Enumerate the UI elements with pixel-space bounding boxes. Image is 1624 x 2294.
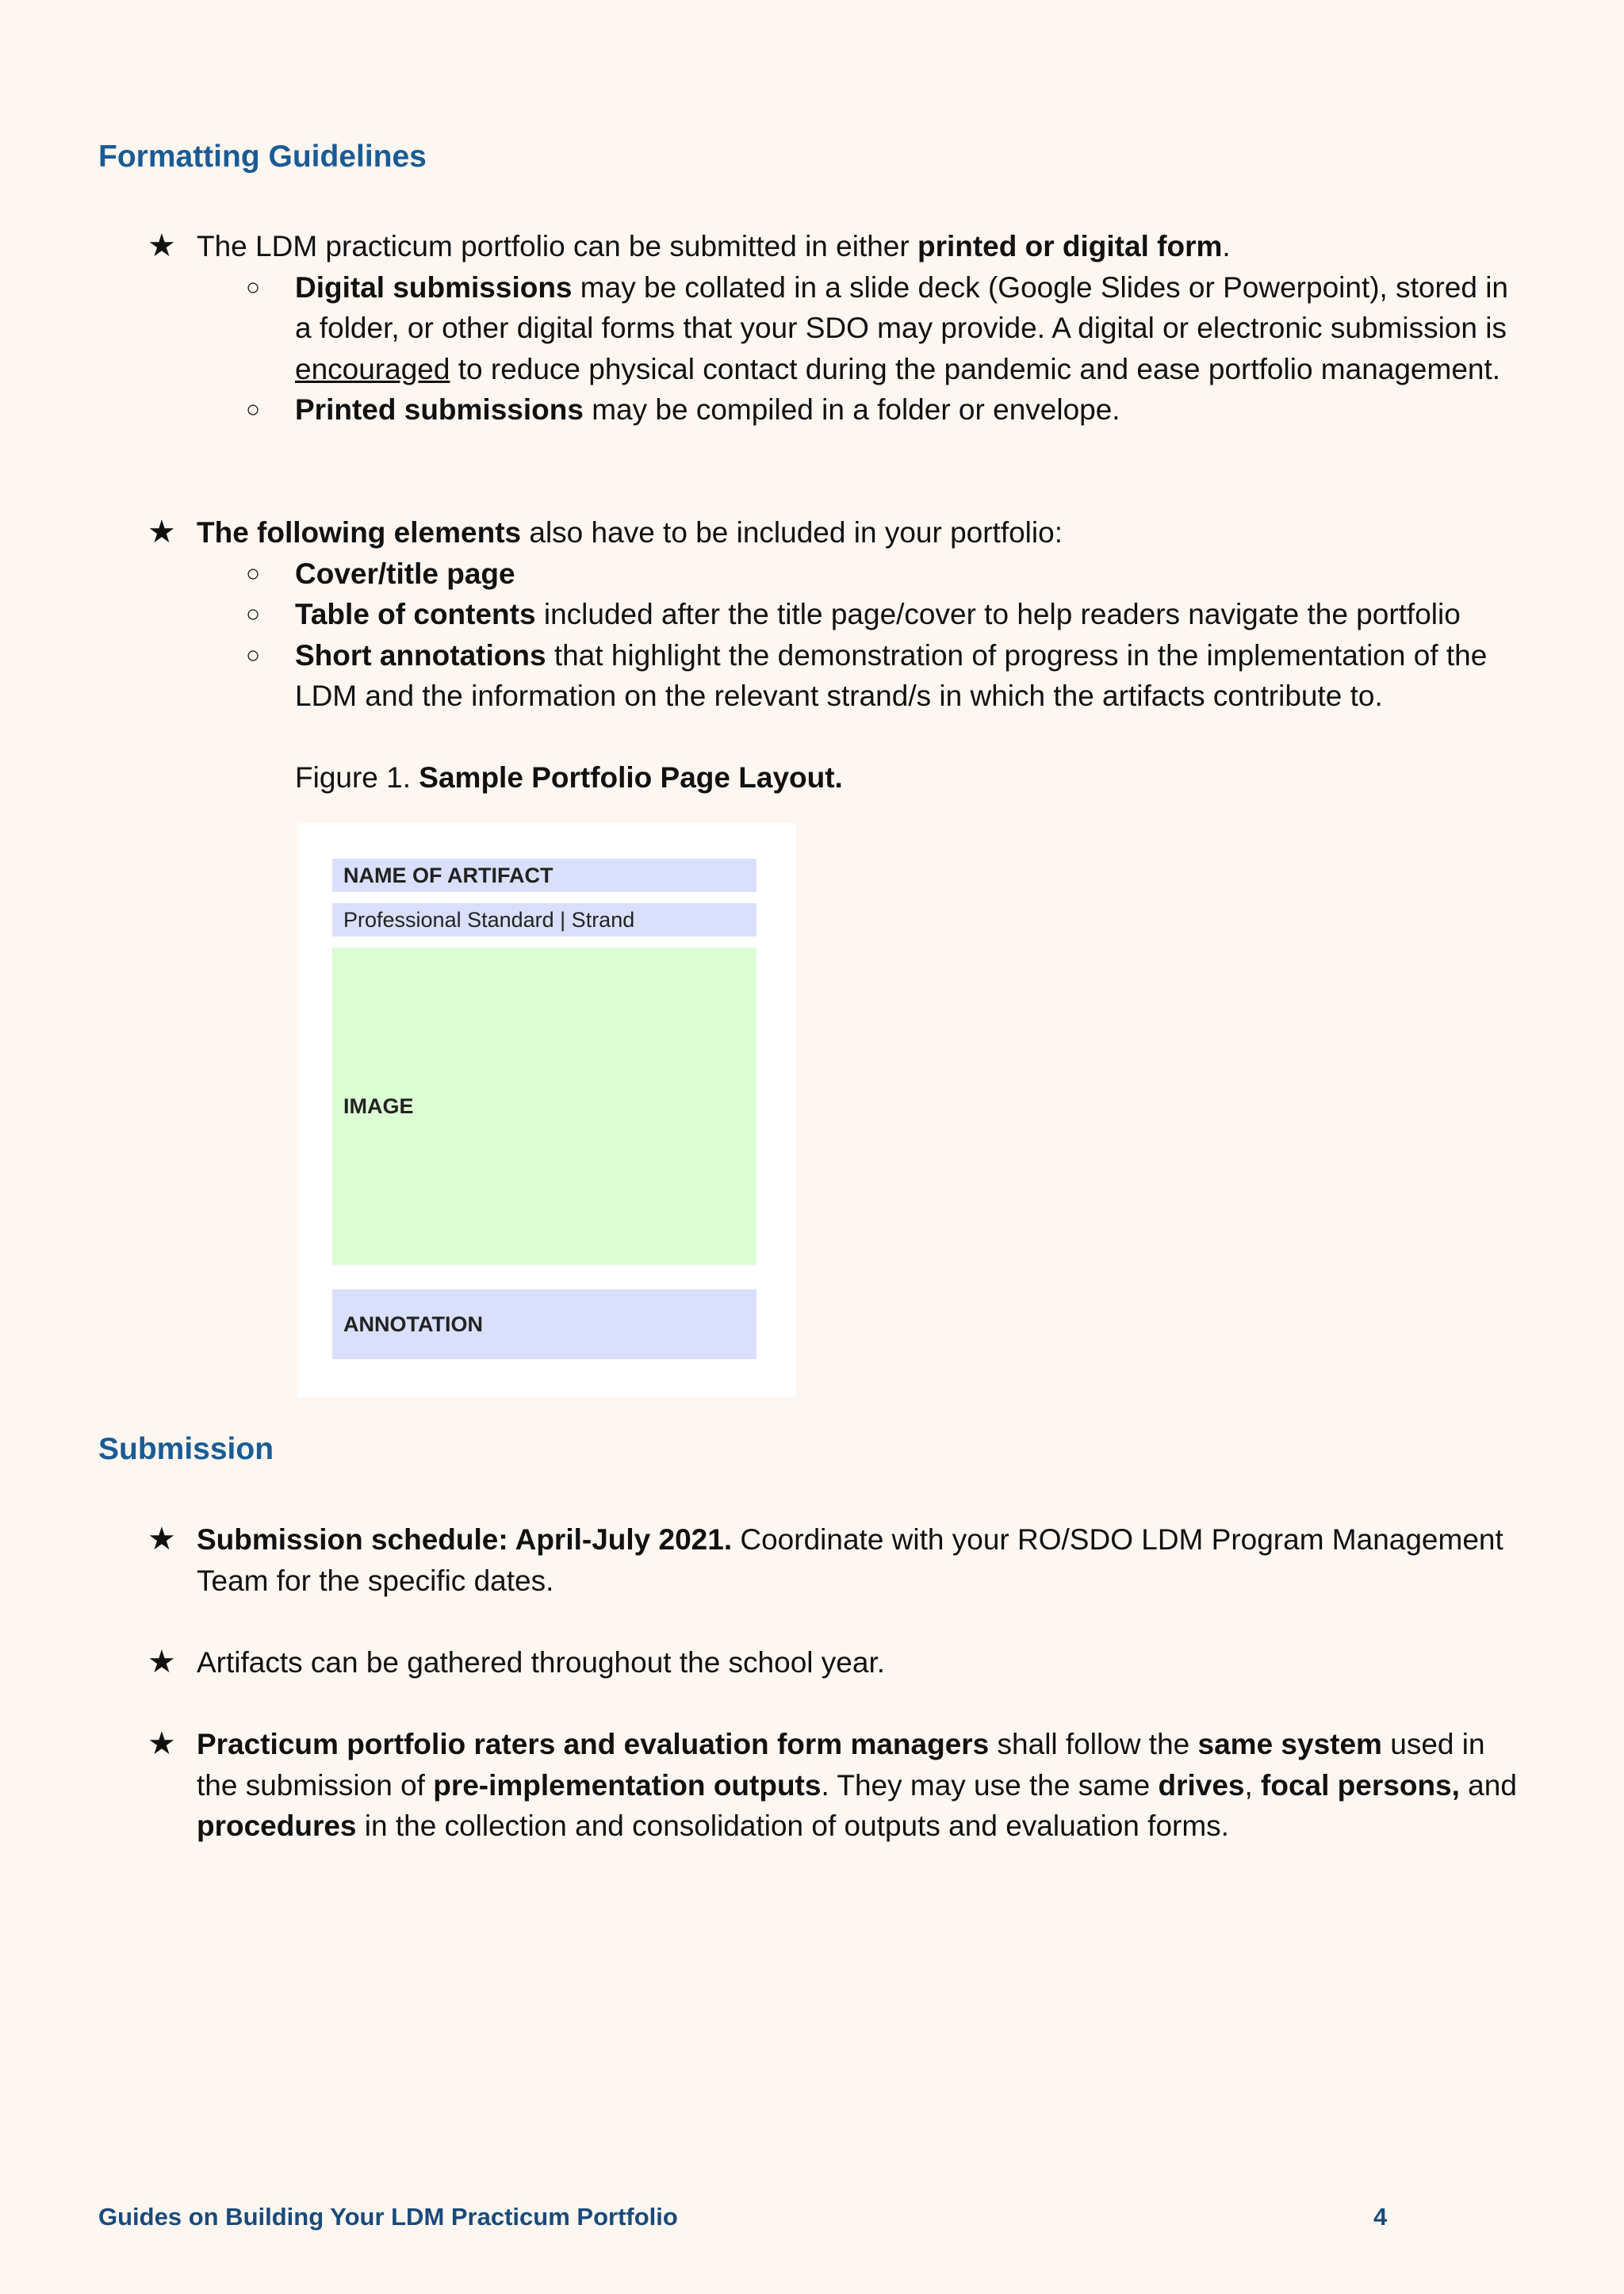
sub-item-digital-submissions: ○ Digital submissions may be collated in a slide deck (Google Slides or Powerpoint), stored in a folder, or other digital forms that your SDO may provide. A digital or electronic submission is encouraged to reduce physical contact during the pandemic and ease portfolio management.: [147, 267, 1527, 390]
figure-image-placeholder: IMAGE: [332, 948, 756, 1265]
star-bullet-icon: ★: [147, 1522, 176, 1557]
bullet-required-elements: [147, 512, 1527, 717]
circle-bullet-icon: ○: [246, 560, 261, 587]
page-number: 4: [1373, 2203, 1388, 2231]
figure-professional-standard: Professional Standard | Strand: [332, 903, 756, 936]
circle-bullet-icon: ○: [246, 641, 261, 668]
formatting-guidelines-heading: Formatting Guidelines: [98, 140, 427, 174]
bullet-text: Practicum portfolio raters and evaluation form managers shall follow the same system used in the submission of pre-implementation outputs. They may use the same drives, focal persons, and procedures in the collection and consolidation of outputs and evaluation forms.: [197, 1728, 1517, 1842]
figure-name-of-artifact: NAME OF ARTIFACT: [332, 859, 756, 892]
circle-bullet-icon: ○: [246, 396, 261, 423]
sub-list: [147, 267, 1527, 431]
star-bullet-icon: ★: [147, 515, 176, 550]
figure-annotation: ANNOTATION: [332, 1289, 756, 1359]
star-bullet-icon: ★: [147, 228, 176, 263]
sub-item-short-annotations: ○ Short annotations that highlight the demonstration of progress in the implementation of the LDM and the information on the relevant strand/s in which the artifacts contribute to.: [147, 635, 1527, 717]
figure-caption: Figure 1. Sample Portfolio Page Layout.: [295, 761, 843, 794]
bullet-submission-schedule: [147, 1519, 1527, 1601]
bullet-raters-system: [147, 1724, 1527, 1847]
bullet-submission-form: [147, 226, 1527, 431]
sub-item-printed-submissions: ○ Printed submissions may be compiled in a folder or envelope.: [147, 389, 1527, 431]
bullet-text: Artifacts can be gathered throughout the school year.: [197, 1646, 886, 1679]
bullet-artifacts-gathering: [147, 1642, 1527, 1683]
star-bullet-icon: ★: [147, 1645, 176, 1679]
star-bullet-icon: ★: [147, 1726, 176, 1761]
bullet-text: The LDM practicum portfolio can be submitted in either printed or digital form.: [197, 230, 1231, 262]
sub-item-table-of-contents: ○ Table of contents included after the title page/cover to help readers navigate the portfolio: [147, 594, 1527, 635]
sub-list: [147, 553, 1527, 717]
bullet-text: Submission schedule: April-July 2021. Coordinate with your RO/SDO LDM Program Management Team for the specific dates.: [197, 1523, 1503, 1597]
submission-heading: Submission: [98, 1432, 274, 1466]
footer-title: Guides on Building Your LDM Practicum Portfolio: [98, 2203, 678, 2231]
bullet-text: The following elements also have to be included in your portfolio:: [197, 516, 1063, 549]
sample-layout-figure: [298, 823, 796, 1397]
circle-bullet-icon: ○: [246, 601, 261, 627]
sub-item-cover-page: ○ Cover/title page: [147, 553, 1527, 595]
circle-bullet-icon: ○: [246, 274, 261, 301]
